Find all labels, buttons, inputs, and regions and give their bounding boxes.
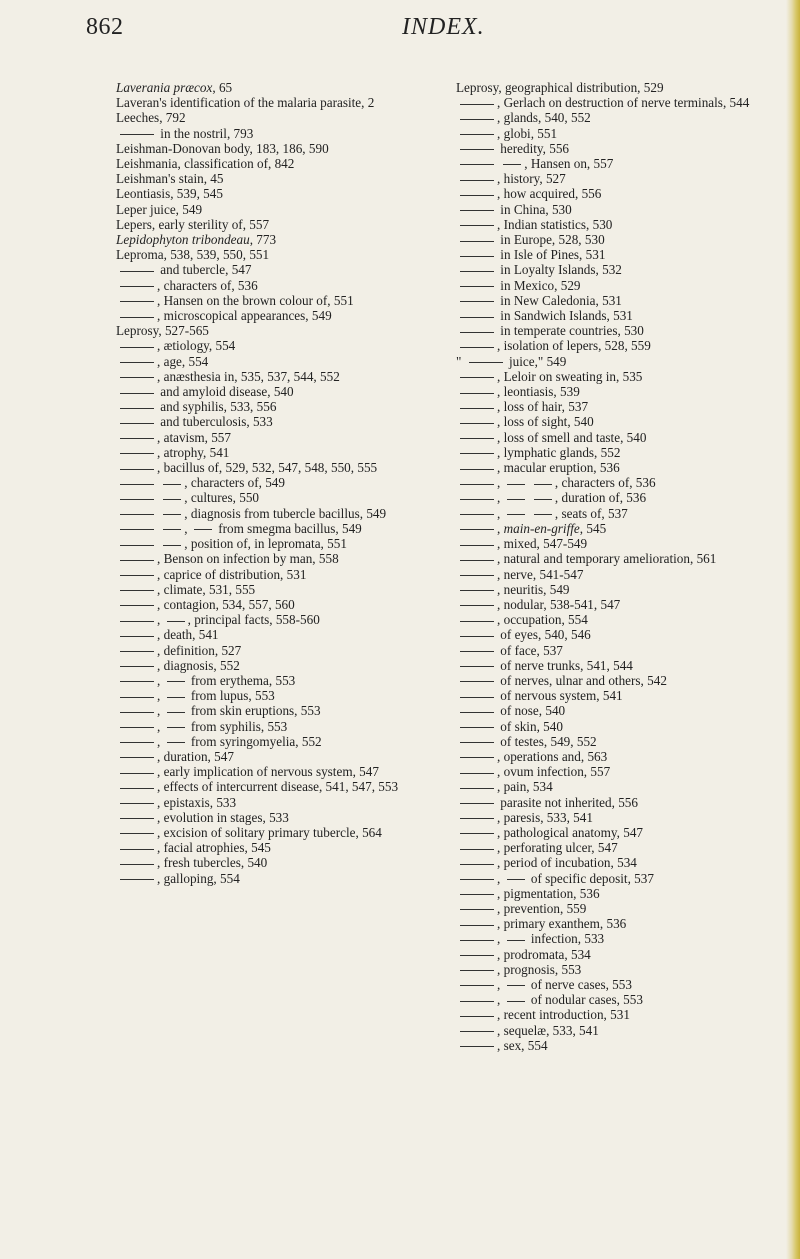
index-entry: in Isle of Pines, 531	[456, 247, 800, 262]
page-title: INDEX.	[402, 14, 485, 40]
index-entry: Lepidophyton tribondeau, 773	[116, 232, 277, 248]
index-entry: , epistaxis, 533	[116, 795, 466, 810]
index-entry: , diagnosis from tubercle bacillus, 549	[116, 506, 466, 521]
index-entry: , of specific deposit, 537	[456, 871, 800, 886]
index-entry: Leishman-Donovan body, 183, 186, 590	[116, 140, 329, 156]
index-entry: Leprosy, geographical distribution, 529	[456, 80, 664, 95]
index-entry: parasite not inherited, 556	[456, 795, 800, 810]
index-entry: , duration, 547	[116, 749, 466, 764]
index-entry: , leontiasis, 539	[456, 384, 800, 399]
index-entry: , from lupus, 553	[116, 688, 466, 703]
index-entry: , , principal facts, 558-560	[116, 612, 466, 627]
index-entry: , lymphatic glands, 552	[456, 445, 800, 460]
index-entry: in China, 530	[456, 202, 800, 217]
index-entry: , natural and temporary amelioration, 561	[456, 551, 800, 566]
index-entry: of nerve trunks, 541, 544	[456, 658, 800, 673]
index-column-left	[116, 80, 466, 886]
index-entry: and tuberculosis, 533	[116, 414, 466, 429]
index-entry: of nervous system, 541	[456, 688, 800, 703]
index-entry: , loss of sight, 540	[456, 414, 800, 429]
index-entry: , loss of hair, 537	[456, 399, 800, 414]
index-entry: , evolution in stages, 533	[116, 810, 466, 825]
index-entry: , Benson on infection by man, 558	[116, 551, 466, 566]
index-entry: , nodular, 538-541, 547	[456, 597, 800, 612]
index-entry: , Hansen on the brown colour of, 551	[116, 293, 466, 308]
index-entry: , from syringomyelia, 552	[116, 734, 466, 749]
index-entry: , effects of intercurrent disease, 541, 547, 553	[116, 779, 466, 794]
index-entry: , diagnosis, 552	[116, 658, 466, 673]
index-entry: , perforating ulcer, 547	[456, 840, 800, 855]
index-entry: , how acquired, 556	[456, 186, 800, 201]
index-entry: , galloping, 554	[116, 871, 466, 886]
page-number: 862	[86, 14, 124, 40]
index-entry: , prodromata, 534	[456, 947, 800, 962]
index-entry: , atavism, 557	[116, 430, 466, 445]
index-entry: of testes, 549, 552	[456, 734, 800, 749]
index-entry: , Leloir on sweating in, 535	[456, 369, 800, 384]
index-entry: Leprosy, 527-565	[116, 323, 209, 339]
index-entry: in Europe, 528, 530	[456, 232, 800, 247]
index-entry: of face, 537	[456, 643, 800, 658]
index-entry: , sex, 554	[456, 1038, 800, 1053]
index-entry: , pain, 534	[456, 779, 800, 794]
index-entry: , cultures, 550	[116, 490, 466, 505]
index-entry: , from skin eruptions, 553	[116, 703, 466, 718]
index-entry: , contagion, 534, 557, 560	[116, 597, 466, 612]
index-entry: and tubercle, 547	[116, 262, 466, 277]
index-entry: and syphilis, 533, 556	[116, 399, 466, 414]
index-entry: , infection, 533	[456, 931, 800, 946]
index-entry: , Indian statistics, 530	[456, 217, 800, 232]
index-entry: , occupation, 554	[456, 612, 800, 627]
index-entry: Leproma, 538, 539, 550, 551	[116, 247, 270, 263]
index-entry: , prevention, 559	[456, 901, 800, 916]
index-entry: , anæsthesia in, 535, 537, 544, 552	[116, 369, 466, 384]
index-entry: of nose, 540	[456, 703, 800, 718]
index-entry: , from smegma bacillus, 549	[116, 521, 466, 536]
index-entry: , period of incubation, 534	[456, 855, 800, 870]
index-entry: , mixed, 547-549	[456, 536, 800, 551]
index-entry: , fresh tubercles, 540	[116, 855, 466, 870]
index-entry: , characters of, 536	[116, 278, 466, 293]
index-entry: , Hansen on, 557	[456, 156, 800, 171]
index-entry: , paresis, 533, 541	[456, 810, 800, 825]
index-entry: Leeches, 792	[116, 110, 186, 126]
index-entry: " juice," 549	[456, 353, 567, 369]
index-entry: Leishmania, classification of, 842	[116, 156, 295, 172]
index-entry: , prognosis, 553	[456, 962, 800, 977]
index-entry: Laverania præcox, 65	[116, 80, 233, 95]
index-entry: , excision of solitary primary tubercle, 564	[116, 825, 466, 840]
index-entry: , isolation of lepers, 528, 559	[456, 338, 800, 353]
index-entry: , characters of, 549	[116, 475, 466, 490]
index-entry: , pigmentation, 536	[456, 886, 800, 901]
page-edge	[786, 0, 800, 1259]
index-entry: , neuritis, 549	[456, 582, 800, 597]
index-entry: , glands, 540, 552	[456, 110, 800, 125]
index-entry: , of nodular cases, 553	[456, 992, 800, 1007]
index-entry: , facial atrophies, 545	[116, 840, 466, 855]
index-entry: , primary exanthem, 536	[456, 916, 800, 931]
index-entry: , main-en-griffe, 545	[456, 521, 800, 536]
index-entry: , , duration of, 536	[456, 490, 800, 505]
index-entry: , macular eruption, 536	[456, 460, 800, 475]
index-entry: , loss of smell and taste, 540	[456, 430, 800, 445]
index-entry: , recent introduction, 531	[456, 1007, 800, 1022]
index-entry: , ovum infection, 557	[456, 764, 800, 779]
index-entry: , from erythema, 553	[116, 673, 466, 688]
index-entry: , globi, 551	[456, 126, 800, 141]
index-entry: in Mexico, 529	[456, 278, 800, 293]
index-entry: , pathological anatomy, 547	[456, 825, 800, 840]
index-entry: Leishman's stain, 45	[116, 171, 224, 187]
index-entry: Laveran's identification of the malaria parasite, 2	[116, 95, 375, 111]
index-column-right	[456, 80, 800, 1053]
index-entry: of nerves, ulnar and others, 542	[456, 673, 800, 688]
index-entry: in the nostril, 793	[116, 126, 466, 141]
index-entry: Leontiasis, 539, 545	[116, 186, 223, 202]
index-entry: Leper juice, 549	[116, 201, 203, 217]
index-entry: , age, 554	[116, 354, 466, 369]
index-entry: Lepers, early sterility of, 557	[116, 216, 270, 232]
index-entry: , , seats of, 537	[456, 506, 800, 521]
index-entry: in New Caledonia, 531	[456, 293, 800, 308]
index-entry: in temperate countries, 530	[456, 323, 800, 338]
index-entry: , caprice of distribution, 531	[116, 567, 466, 582]
index-entry: , of nerve cases, 553	[456, 977, 800, 992]
index-entry: in Loyalty Islands, 532	[456, 262, 800, 277]
index-entry: , climate, 531, 555	[116, 582, 466, 597]
index-entry: , Gerlach on destruction of nerve terminals, 544	[456, 95, 800, 110]
index-entry: , definition, 527	[116, 643, 466, 658]
index-entry: , from syphilis, 553	[116, 719, 466, 734]
index-entry: of eyes, 540, 546	[456, 627, 800, 642]
index-entry: , position of, in lepromata, 551	[116, 536, 466, 551]
index-entry: of skin, 540	[456, 719, 800, 734]
index-entry: , , characters of, 536	[456, 475, 800, 490]
index-entry: , operations and, 563	[456, 749, 800, 764]
index-entry: , microscopical appearances, 549	[116, 308, 466, 323]
index-entry: , history, 527	[456, 171, 800, 186]
index-entry: , bacillus of, 529, 532, 547, 548, 550, 555	[116, 460, 466, 475]
index-entry: , ætiology, 554	[116, 338, 466, 353]
index-entry: in Sandwich Islands, 531	[456, 308, 800, 323]
index-entry: , atrophy, 541	[116, 445, 466, 460]
index-entry: , death, 541	[116, 627, 466, 642]
index-entry: , early implication of nervous system, 547	[116, 764, 466, 779]
index-entry: , nerve, 541-547	[456, 567, 800, 582]
index-entry: and amyloid disease, 540	[116, 384, 466, 399]
index-entry: heredity, 556	[456, 141, 800, 156]
index-entry: , sequelæ, 533, 541	[456, 1023, 800, 1038]
